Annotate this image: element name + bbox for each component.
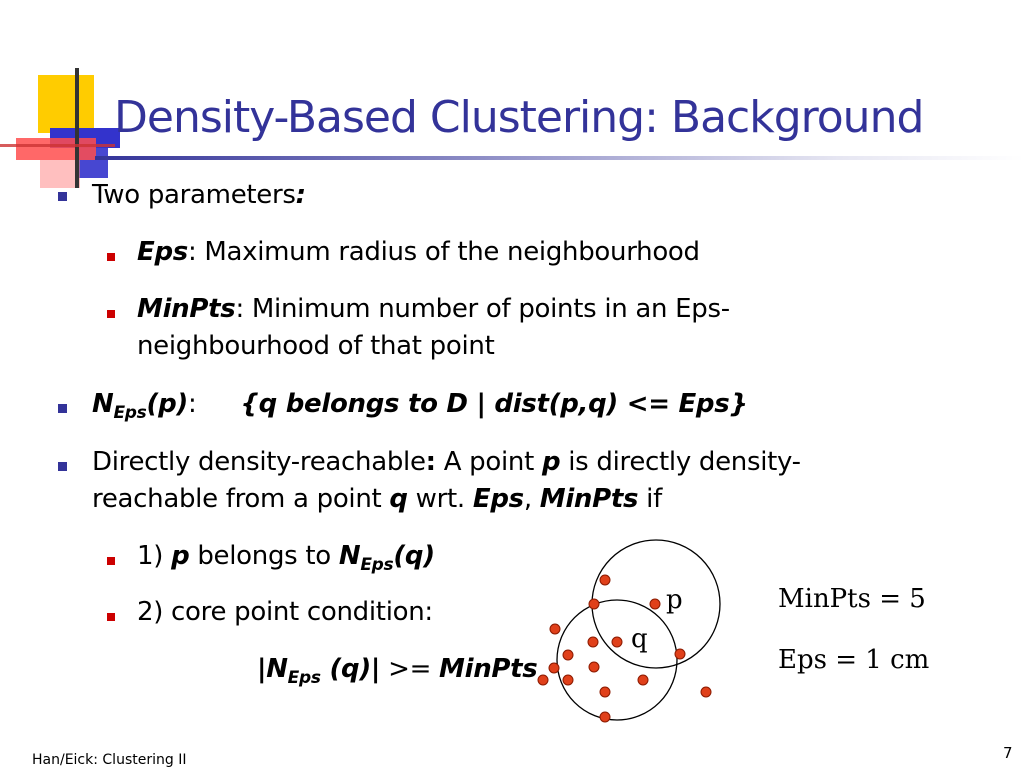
ddr-colon: : xyxy=(425,447,436,477)
data-point xyxy=(600,712,610,722)
minpts-description: : Minimum number of points in an Eps- xyxy=(235,294,730,324)
data-point xyxy=(589,599,599,609)
sub-bullet-minpts-cont: neighbourhood of that point xyxy=(137,331,495,361)
neps-n: N xyxy=(92,389,114,419)
formula-operator: >= xyxy=(380,654,440,684)
data-point xyxy=(589,662,599,672)
data-point xyxy=(675,649,685,659)
label-p: p xyxy=(666,585,683,615)
slide-title: Density-Based Clustering: Background xyxy=(114,92,924,143)
ddr-comma: , xyxy=(523,484,540,514)
data-point xyxy=(563,650,573,660)
neps-subscript: Eps xyxy=(113,403,147,423)
neps-set: {q belongs to D | dist(p,q) <= Eps} xyxy=(240,389,748,419)
ddr-if: if xyxy=(638,484,662,514)
ddr-text: is directly density- xyxy=(560,447,801,477)
data-point xyxy=(600,687,610,697)
data-point xyxy=(638,675,648,685)
formula-bar: | xyxy=(257,654,267,684)
cond1-subscript: Eps xyxy=(360,555,394,575)
footer-text: Han/Eick: Clustering II xyxy=(32,752,187,768)
point-p xyxy=(650,599,660,609)
term-minpts: MinPts xyxy=(137,294,236,324)
cond1-text: belongs to xyxy=(189,541,339,571)
ddr-text: A point xyxy=(435,447,542,477)
cond1-arg: (q) xyxy=(393,541,435,571)
point-q xyxy=(612,637,622,647)
cond1-prefix: 1) xyxy=(137,541,172,571)
term-eps: Eps xyxy=(137,237,188,267)
ddr-text: reachable from a point xyxy=(92,484,390,514)
cond1-n: N xyxy=(338,541,361,571)
data-point xyxy=(701,687,711,697)
data-point xyxy=(550,624,560,634)
ddr-p: p xyxy=(541,447,561,477)
bullet-colon: : xyxy=(295,180,306,210)
formula-arg: (q) xyxy=(320,654,371,684)
formula-bar: | xyxy=(370,654,381,684)
neps-arg: (p) xyxy=(146,389,188,419)
eps-description: : Maximum radius of the neighbourhood xyxy=(187,237,700,267)
neps-colon: : xyxy=(187,389,197,419)
ddr-minpts: MinPts xyxy=(539,484,639,514)
ddr-text: wrt. xyxy=(407,484,473,514)
bullet-text: Two parameters xyxy=(92,180,296,210)
page-number: 7 xyxy=(1003,744,1013,762)
ddr-text: Directly density-reachable xyxy=(92,447,426,477)
eps-value-label: Eps = 1 cm xyxy=(778,645,930,675)
cond1-p: p xyxy=(171,541,190,571)
data-point xyxy=(538,675,548,685)
label-q: q xyxy=(631,624,648,654)
data-point xyxy=(563,675,573,685)
eps-circle-q xyxy=(557,600,677,720)
data-point xyxy=(600,575,610,585)
ddr-eps: Eps xyxy=(472,484,524,514)
sub-bullet-condition-2: 2) core point condition: xyxy=(137,597,433,627)
formula-minpts: MinPts xyxy=(439,654,538,684)
data-point xyxy=(549,663,559,673)
ddr-q: q xyxy=(389,484,408,514)
formula-n: N xyxy=(266,654,288,684)
data-point xyxy=(588,637,598,647)
minpts-value-label: MinPts = 5 xyxy=(778,584,926,614)
formula-subscript: Eps xyxy=(287,668,321,688)
